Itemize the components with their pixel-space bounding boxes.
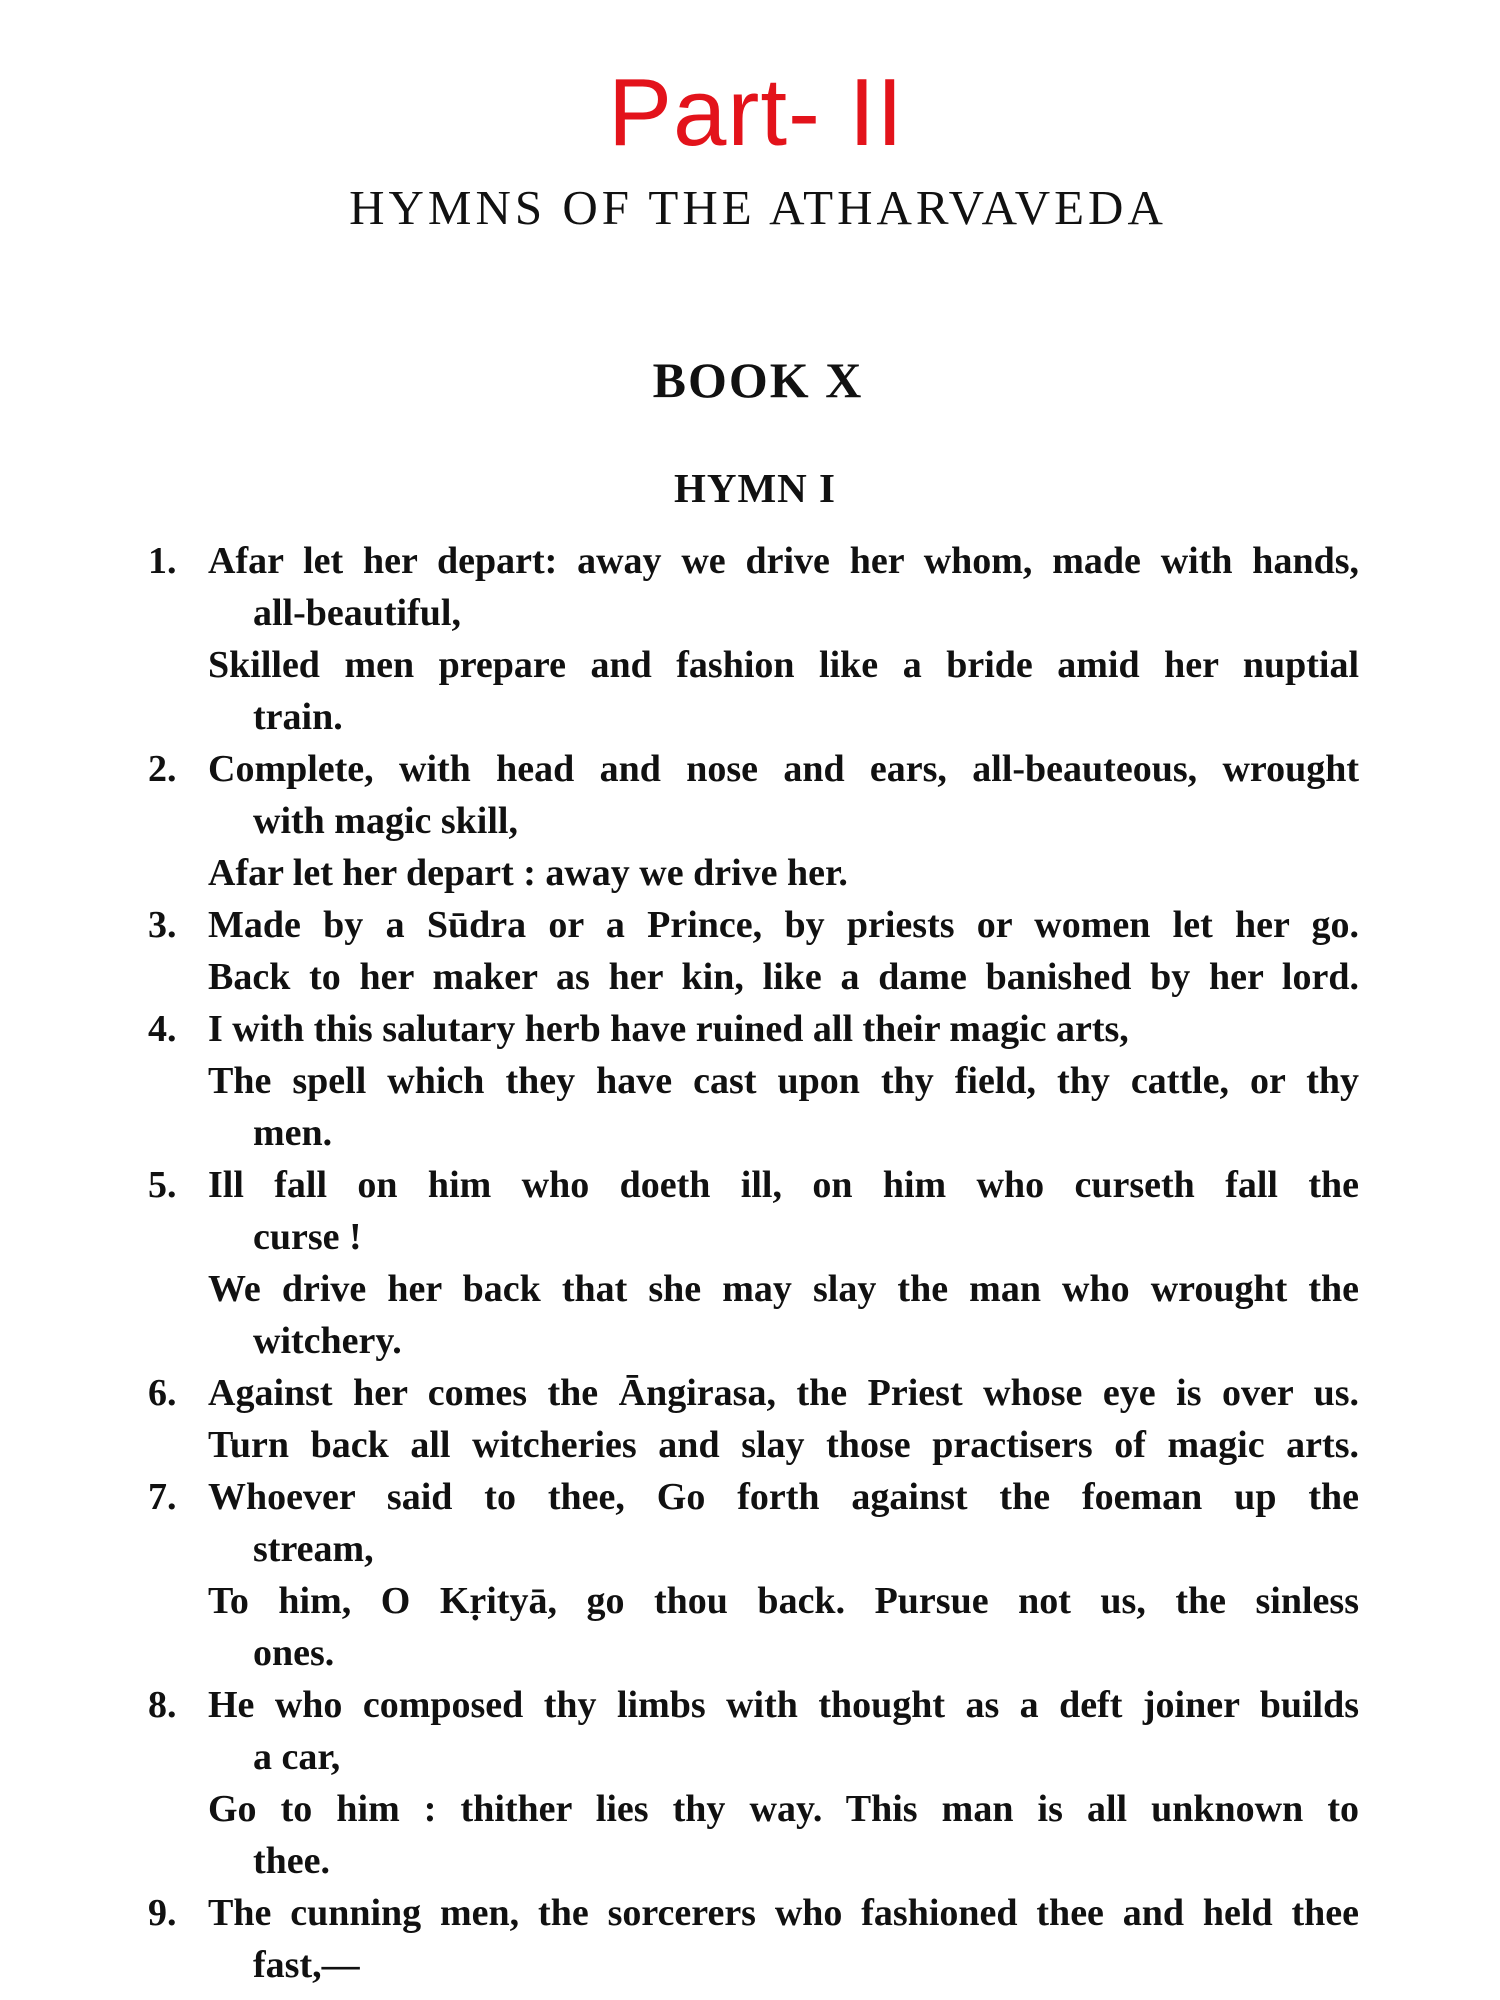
verse-line: Afar let her depart : away we drive her.: [208, 852, 848, 894]
verse-line: a car,: [253, 1736, 341, 1778]
verse-number: 4.: [148, 1008, 177, 1050]
verse-line: men.: [253, 1112, 333, 1154]
verse-line: Made by a Sūdra or a Prince, by priests or women let her go.: [208, 904, 1359, 946]
verse-line: stream,: [253, 1528, 374, 1570]
part-title: Part- II: [607, 59, 905, 166]
verse-number: 9.: [148, 1892, 177, 1934]
verse-line: witchery.: [253, 1320, 402, 1362]
verse-line: all-beautiful,: [253, 592, 461, 634]
verse-number: 2.: [148, 748, 177, 790]
verse-line: Turn back all witcheries and slay those practisers of magic arts.: [208, 1424, 1359, 1466]
verse-number: 6.: [148, 1372, 177, 1414]
verse-line: Ill fall on him who doeth ill, on him who curseth fall the: [208, 1164, 1359, 1206]
verse-line: ones.: [253, 1632, 335, 1674]
verse-number: 5.: [148, 1164, 177, 1206]
verse-line: The cunning men, the sorcerers who fashioned thee and held thee: [208, 1892, 1359, 1934]
verse-line: Complete, with head and nose and ears, all-beauteous, wrought: [208, 748, 1359, 790]
verse-line: fast,—: [253, 1944, 360, 1986]
verse-line: with magic skill,: [253, 800, 518, 842]
verse-line: To him, O Kṛityā, go thou back. Pursue not us, the sinless: [208, 1580, 1359, 1622]
hymn-title: HYMN I: [673, 465, 836, 511]
verse-line: Whoever said to thee, Go forth against the foeman up the: [208, 1476, 1359, 1518]
verse-number: 8.: [148, 1684, 177, 1726]
page-subtitle: HYMNS OF THE ATHARVAVEDA: [349, 180, 1167, 235]
verse-line: thee.: [253, 1840, 331, 1882]
verse-line: He who composed thy limbs with thought as a deft joiner builds: [208, 1684, 1359, 1726]
book-title: BOOK X: [652, 352, 864, 408]
verse-line: Back to her maker as her kin, like a dame banished by her lord.: [208, 956, 1359, 998]
verse-line: Skilled men prepare and fashion like a bride amid her nuptial: [208, 644, 1359, 686]
verse-line: We drive her back that she may slay the man who wrought the: [208, 1268, 1359, 1310]
verse-line: The spell which they have cast upon thy field, thy cattle, or thy: [208, 1060, 1359, 1102]
verse-number: 3.: [148, 904, 177, 946]
verse-number: 7.: [148, 1476, 177, 1518]
verse-line: train.: [253, 696, 343, 738]
verse-line: Afar let her depart: away we drive her whom, made with hands,: [208, 540, 1359, 582]
verse-line: I with this salutary herb have ruined all their magic arts,: [208, 1008, 1129, 1050]
verse-line: Go to him : thither lies thy way. This man is all unknown to: [208, 1788, 1359, 1830]
verse-number: 1.: [148, 540, 177, 582]
verse-line: curse !: [253, 1216, 362, 1258]
verse-line: Against her comes the Āngirasa, the Priest whose eye is over us.: [208, 1372, 1359, 1414]
